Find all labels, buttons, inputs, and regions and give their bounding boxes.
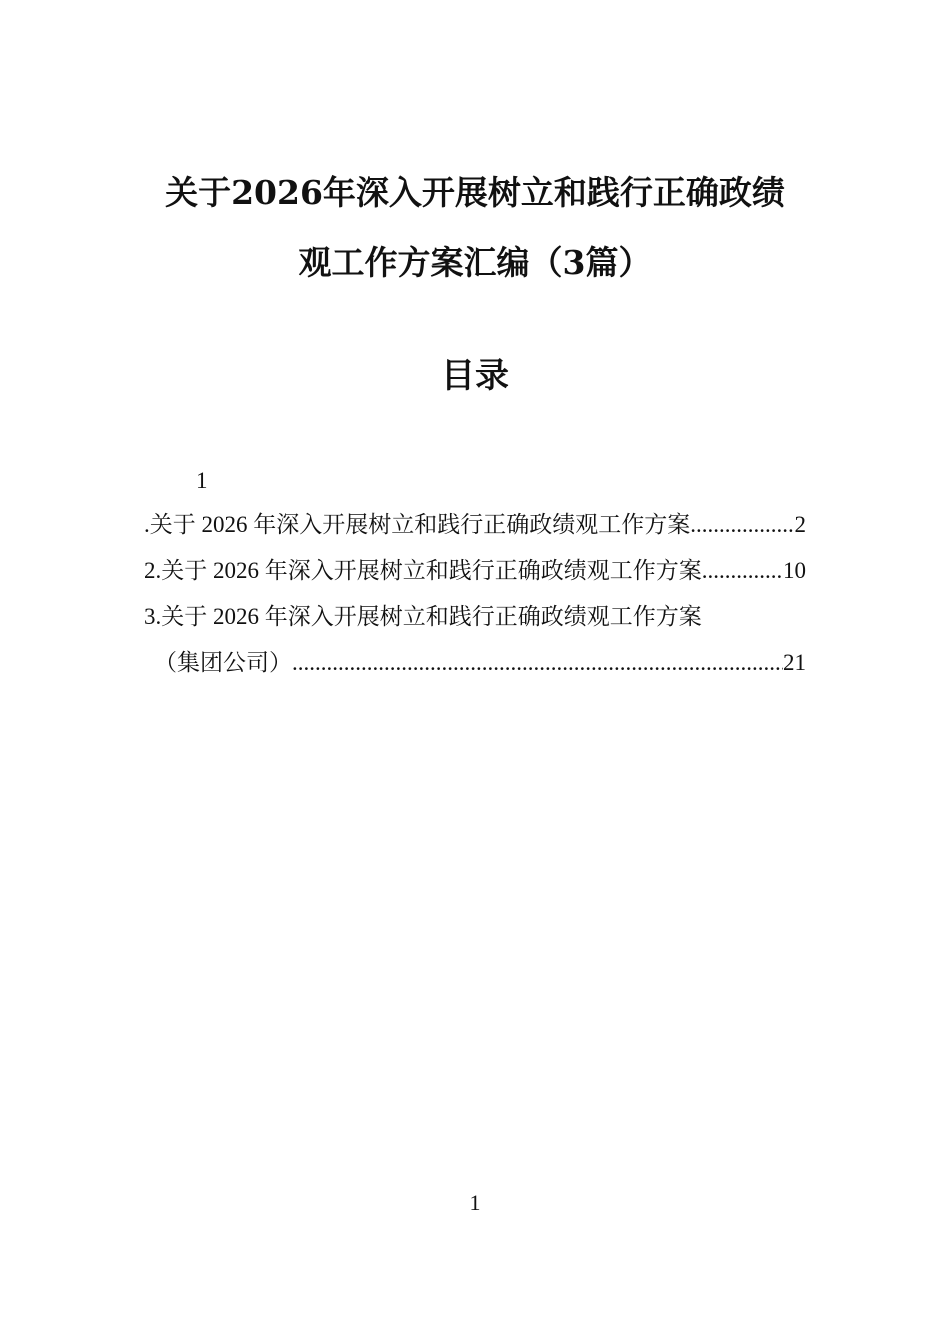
toc-entry-1[interactable]	[144, 502, 806, 548]
toc-entry-3-leader	[292, 640, 783, 686]
toc-heading: 目录	[441, 356, 509, 396]
toc-entry-2-page: 10	[783, 558, 806, 583]
toc-entry-2[interactable]	[144, 548, 806, 594]
toc-entry-2-leader	[702, 548, 783, 594]
toc-entry-3-page: 21	[783, 650, 806, 675]
toc-entry-2-text: 2.关于 2026 年深入开展树立和践行正确政绩观工作方案	[144, 558, 702, 583]
toc-entry-3[interactable]	[144, 594, 806, 640]
document-title	[145, 158, 805, 298]
toc-first-number: 1	[196, 468, 208, 493]
table-of-contents	[144, 460, 806, 686]
toc-entry-1-page: 2	[794, 512, 806, 537]
toc-entry-3-continuation[interactable]	[144, 640, 806, 686]
toc-entry-1-leader	[690, 502, 794, 548]
toc-entry-1-text: .关于 2026 年深入开展树立和践行正确政绩观工作方案	[144, 512, 691, 537]
toc-entry-3-text: 3.关于 2026 年深入开展树立和践行正确政绩观工作方案	[144, 604, 702, 629]
toc-entry-3-continuation-text: （集团公司）	[154, 650, 292, 675]
title-line-1: 关于2026年深入开展树立和践行正确政绩	[165, 173, 785, 212]
title-line-2: 观工作方案汇编（3篇）	[298, 243, 652, 282]
page-number: 1	[469, 1190, 481, 1215]
